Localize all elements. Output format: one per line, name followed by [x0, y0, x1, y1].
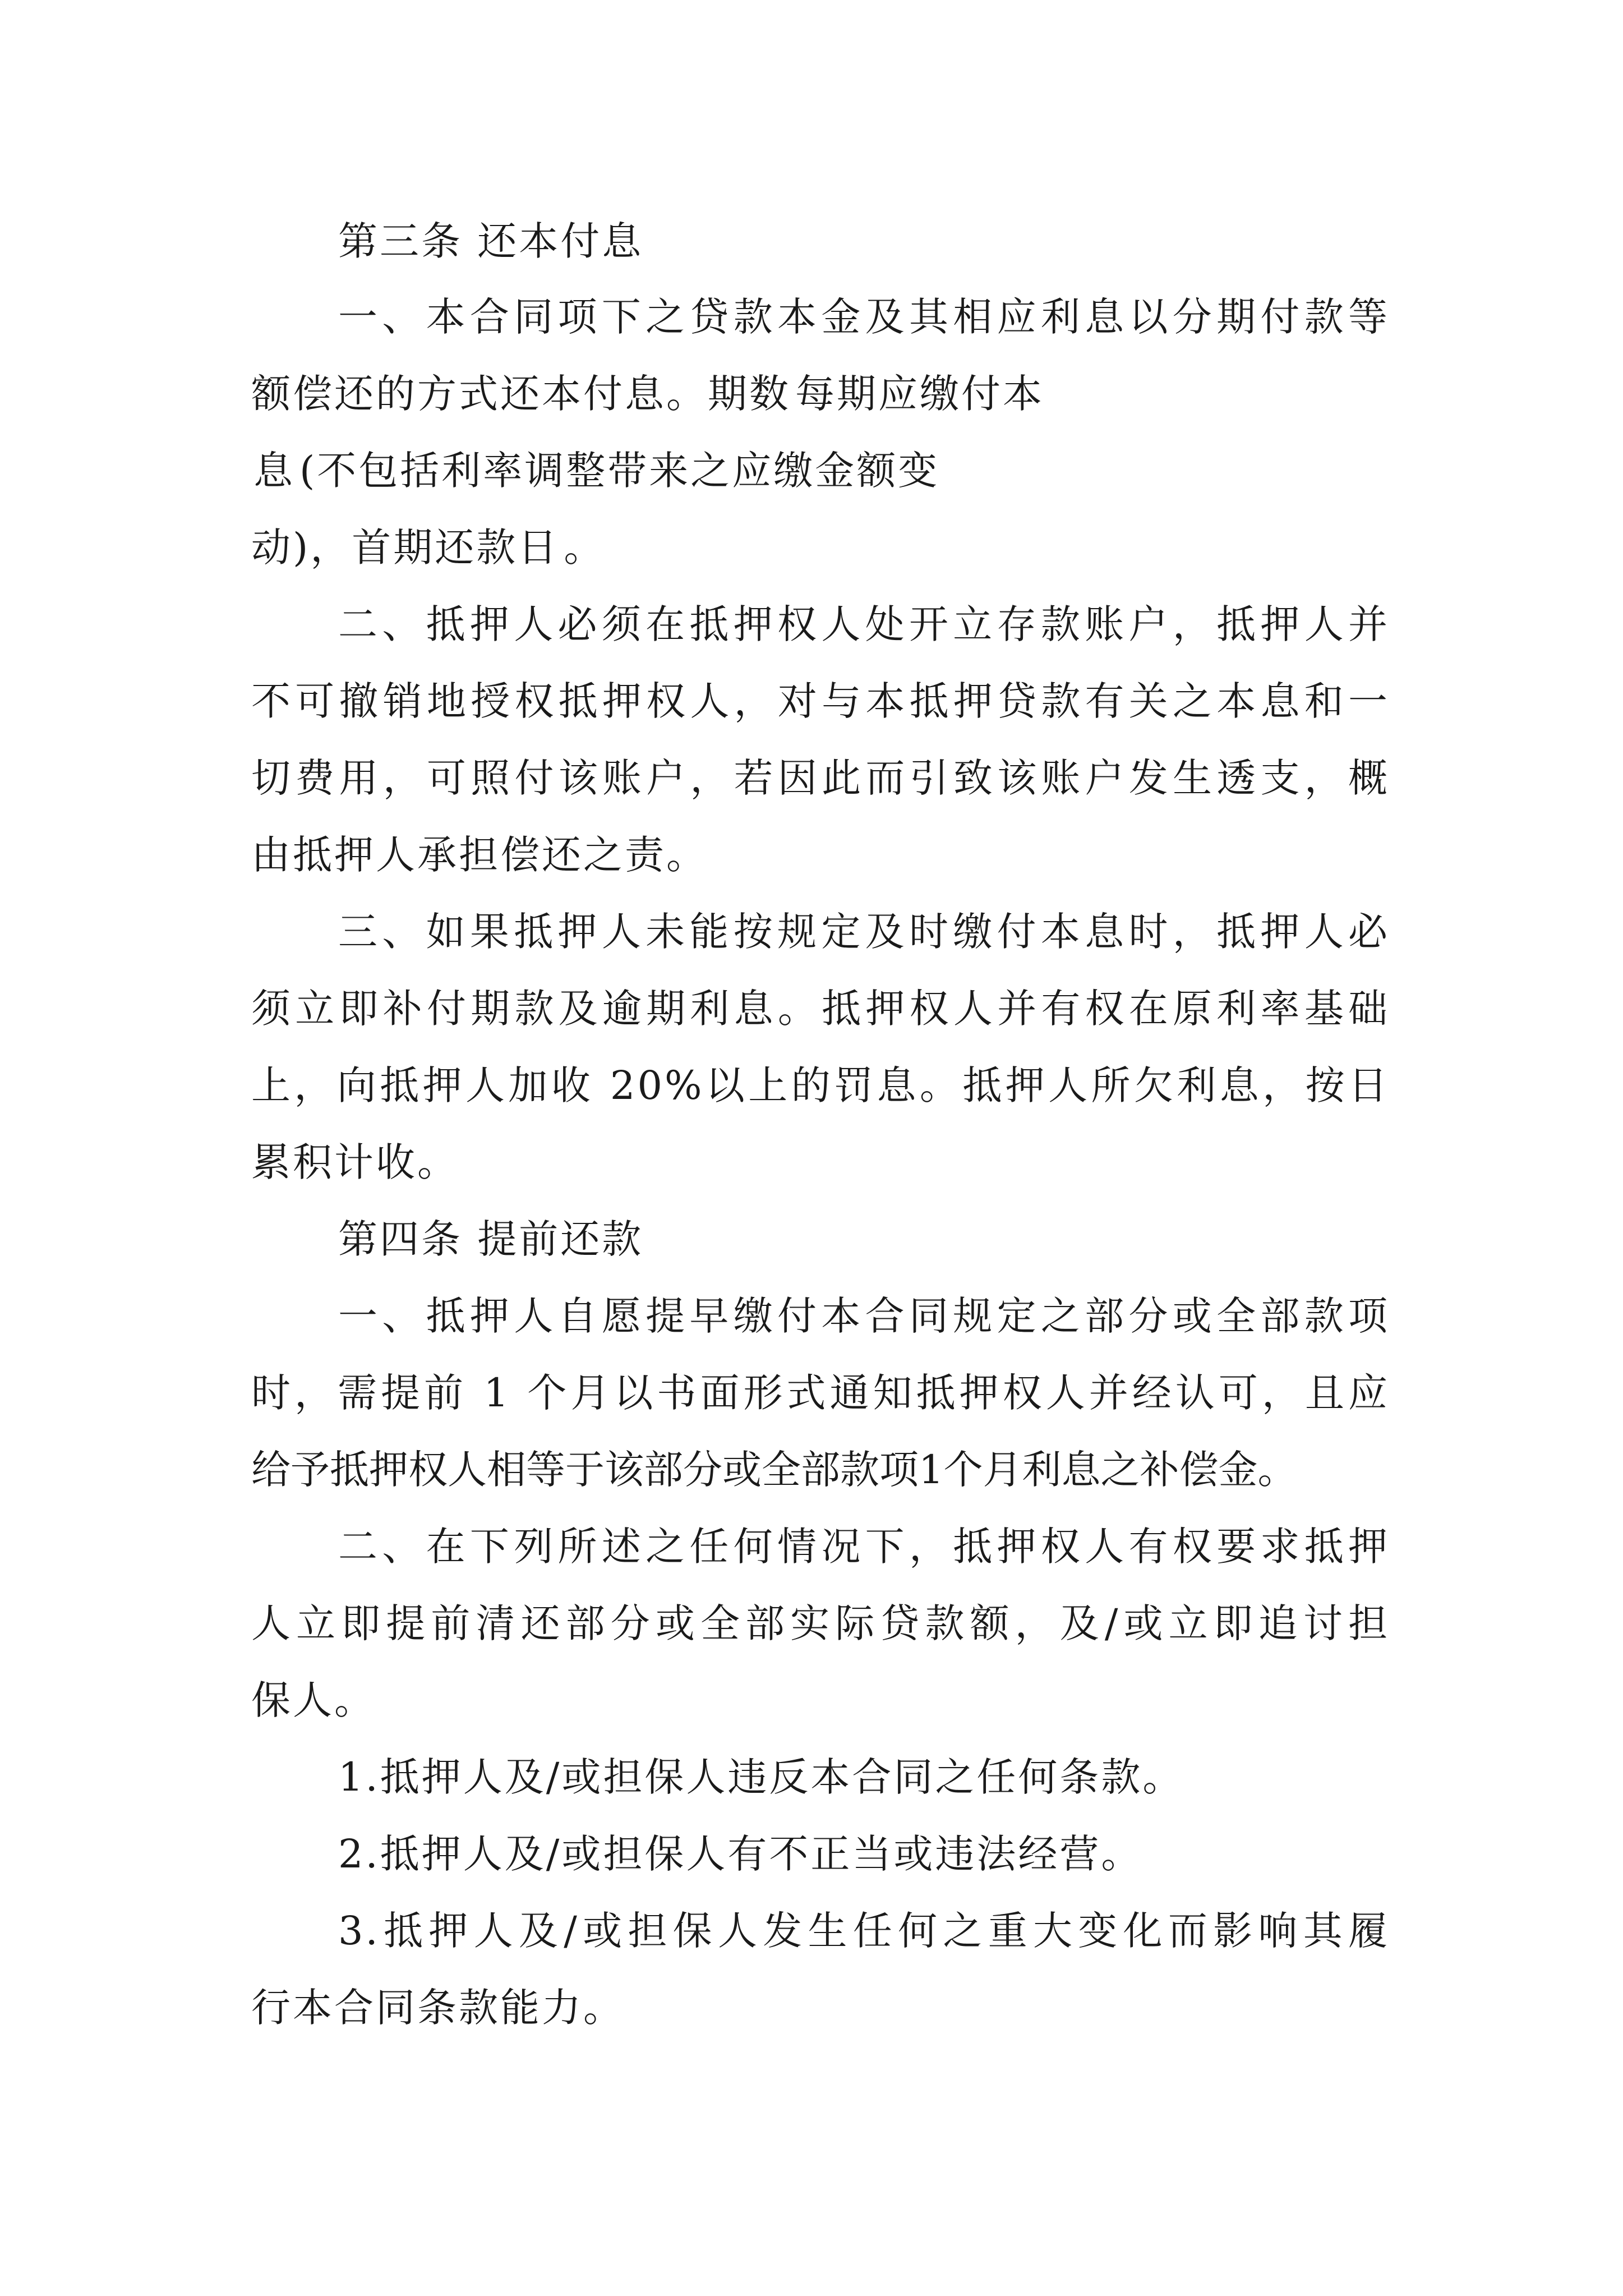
text-line: 累积计收。 — [251, 1139, 459, 1185]
text-segment: 每期应缴付本 — [795, 371, 1044, 417]
text-segment: 。 — [564, 524, 606, 570]
paragraph-line — [338, 599, 1390, 650]
text-line: 3.抵押人及/或担保人发生任何之重大变化而影响其履 — [338, 1908, 1390, 1954]
list-item — [338, 1752, 1390, 1802]
text-segment: 息 — [253, 448, 295, 494]
text-line: 给予抵押权人相等于该部分或全部款项1个月利息之补偿金。 — [251, 1447, 1297, 1493]
text-segment: 动)，首期还款日 — [251, 524, 560, 570]
paragraph-line — [251, 1982, 1390, 2033]
list-item — [338, 1906, 1390, 1956]
article-3-heading — [338, 216, 1390, 266]
text-line: 须立即补付期款及逾期利息。抵押权人并有权在原利率基础 — [251, 986, 1390, 1032]
text-line: 二、在下列所述之任何情况下，抵押权人有权要求抵押 — [338, 1524, 1390, 1570]
paragraph-line — [251, 1368, 1390, 1418]
paragraph-line — [251, 1444, 1401, 1495]
paragraph-line — [251, 1137, 1390, 1188]
paragraph-line — [251, 983, 1390, 1034]
paragraph-line — [251, 369, 1390, 419]
text-line: 2.抵押人及/或担保人有不正当或违法经营。 — [338, 1831, 1143, 1877]
text-line: 一、抵押人自愿提早缴付本合同规定之部分或全部款项 — [338, 1293, 1390, 1339]
text-line: 三、如果抵押人未能按规定及时缴付本息时，抵押人必 — [338, 909, 1390, 955]
paragraph-line — [251, 676, 1390, 726]
paragraph-line — [338, 1291, 1390, 1341]
paragraph-line — [338, 292, 1390, 342]
text-line: 一、本合同项下之贷款本金及其相应利息以分期付款等 — [338, 294, 1390, 340]
text-line: 由抵押人承担偿还之责。 — [251, 832, 708, 878]
paragraph-line — [338, 1521, 1390, 1572]
paragraph-line — [251, 1060, 1390, 1111]
text-line: 二、抵押人必须在抵押权人处开立存款账户，抵押人并 — [338, 601, 1390, 647]
paragraph-line — [251, 522, 1390, 573]
text-segment: 额偿还的方式还本付息。期数 — [251, 371, 791, 417]
paragraph-line — [251, 1598, 1390, 1649]
text-line: 上，向抵押人加收 20%以上的罚息。抵押人所欠利息，按日 — [251, 1062, 1390, 1108]
paragraph-line — [251, 830, 1390, 880]
text-line: 第三条 还本付息 — [338, 218, 644, 264]
paragraph-line — [251, 445, 1390, 496]
text-line: 保人。 — [251, 1677, 376, 1723]
paragraph-line — [251, 753, 1390, 803]
text-line: 不可撤销地授权抵押权人，对与本抵押贷款有关之本息和一 — [251, 678, 1390, 724]
paragraph-line — [251, 1675, 1390, 1726]
text-line: 1.抵押人及/或担保人违反本合同之任何条款。 — [338, 1754, 1184, 1800]
text-line: 人立即提前清还部分或全部实际贷款额，及/或立即追讨担 — [251, 1600, 1390, 1646]
text-line: 切费用，可照付该账户，若因此而引致该账户发生透支，概 — [251, 755, 1390, 801]
text-line: 行本合同条款能力。 — [251, 1985, 625, 2031]
article-4-heading — [338, 1214, 1390, 1264]
text-line: 第四条 提前还款 — [338, 1216, 644, 1262]
list-item — [338, 1829, 1390, 1879]
paragraph-line — [338, 907, 1390, 957]
text-segment: (不包括利率调整带来之应缴金额变 — [299, 448, 940, 494]
text-line: 时，需提前 1 个月以书面形式通知抵押权人并经认可，且应 — [251, 1370, 1390, 1416]
